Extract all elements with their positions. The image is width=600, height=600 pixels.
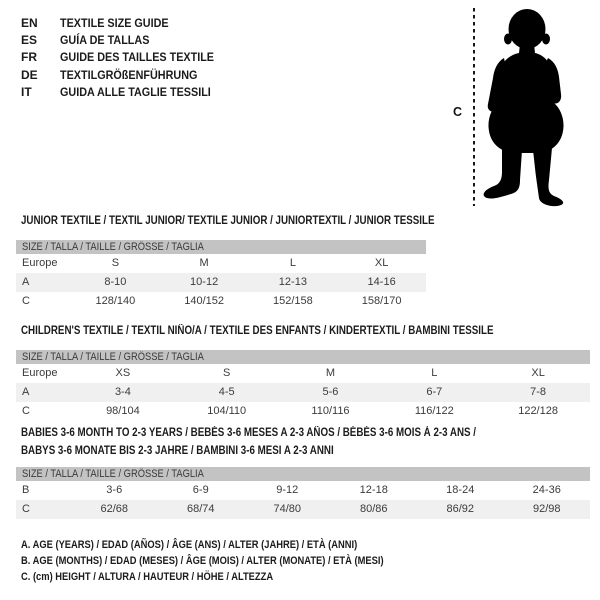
months-cell: 9-12: [276, 484, 299, 496]
height-dashed-line: [473, 8, 475, 206]
size-cell: XL: [374, 257, 389, 269]
language-row-es: [21, 31, 231, 48]
height-cell: 98/104: [106, 405, 140, 417]
height-cell: 122/128: [518, 405, 558, 417]
language-code-en: EN: [21, 15, 38, 30]
babies-size-table: [16, 467, 590, 519]
age-cell: 12-13: [278, 276, 307, 288]
row-label: C: [22, 295, 30, 307]
row-label: A: [22, 386, 30, 398]
age-cell: 4-5: [218, 386, 235, 398]
children-table-title: CHILDREN'S TEXTILE / TEXTIL NIÑO/A / TEXTILE DES ENFANTS / KINDERTEXTIL / BAMBINI TESSILE: [21, 325, 494, 337]
age-cell: 10-12: [190, 276, 219, 288]
language-code-it: IT: [21, 85, 32, 100]
guide-title-de: TEXTILGRÖßENFÜHRUNG: [60, 67, 198, 82]
guide-title-fr: GUIDE DES TAILLES TEXTILE: [60, 50, 215, 65]
guide-title-es: GUÍA DE TALLAS: [60, 33, 150, 48]
language-row-en: [21, 14, 231, 31]
table-row-europe: [16, 254, 426, 273]
size-cell: M: [199, 257, 209, 269]
age-cell: 3-4: [114, 386, 131, 398]
junior-size-table: [16, 240, 426, 311]
guide-title-en: TEXTILE SIZE GUIDE: [60, 15, 169, 30]
footnote-c: C. (cm) HEIGHT / ALTURA / HAUTEUR / HÖHE / ALTEZZA: [21, 571, 274, 584]
table-row-age: [16, 383, 590, 402]
table-row-months: [16, 481, 590, 500]
row-label: A: [22, 276, 30, 288]
height-cell: 128/140: [95, 295, 136, 307]
height-cell: 62/68: [100, 503, 129, 515]
size-cell: S: [111, 257, 120, 269]
age-cell: 7-8: [530, 386, 547, 398]
months-cell: 3-6: [106, 484, 123, 496]
footnote-b: B. AGE (MONTHS) / EDAD (MESES) / ÂGE (MOIS) / ALTER (MONATE) / ETÀ (MESI): [21, 555, 384, 568]
table-row-height: [16, 402, 590, 421]
age-cell: 5-6: [322, 386, 339, 398]
height-cell: 104/110: [207, 405, 247, 417]
height-cell: 86/92: [446, 503, 475, 515]
language-code-es: ES: [21, 33, 38, 48]
months-cell: 12-18: [359, 484, 388, 496]
language-row-it: [21, 84, 231, 101]
height-cell: 110/116: [311, 405, 350, 417]
height-measure-label: C: [453, 105, 463, 119]
language-code-fr: FR: [21, 50, 37, 65]
table-row-europe: [16, 364, 590, 383]
age-cell: 8-10: [104, 276, 127, 288]
row-label: C: [22, 405, 30, 417]
size-cell: L: [431, 367, 438, 379]
babies-title-line2: BABYS 3-6 MONATE BIS 2-3 JAHRE / BAMBINI 3-6 MESI A 2-3 ANNI: [21, 445, 334, 457]
footnotes-block: [21, 537, 448, 586]
age-cell: 14-16: [367, 276, 396, 288]
babies-size-header-bar: [16, 467, 590, 481]
size-cell: XL: [531, 367, 545, 379]
height-cell: 152/158: [272, 295, 313, 307]
height-cell: 74/80: [273, 503, 302, 515]
height-cell: 80/86: [359, 503, 388, 515]
size-cell: XS: [115, 367, 131, 379]
guide-title-it: GUIDA ALLE TAGLIE TESSILI: [60, 85, 211, 100]
babies-title-line1: BABIES 3-6 MONTH TO 2-3 YEARS / BEBÉS 3-6 MESES A 2-3 AÑOS / BÉBÉS 3-6 MOIS À 2-3 ANS /: [21, 427, 477, 439]
height-cell: 158/170: [361, 295, 402, 307]
months-cell: 18-24: [446, 484, 475, 496]
table-row-height: [16, 500, 590, 519]
row-label: C: [22, 503, 30, 515]
baby-silhouette-icon: [478, 8, 574, 208]
size-header-label: SIZE / TALLA / TAILLE / GRÖSSE / TAGLIA: [22, 241, 204, 253]
language-row-fr: [21, 49, 231, 66]
row-label: B: [22, 484, 30, 496]
months-cell: 24-36: [532, 484, 561, 496]
months-cell: 6-9: [192, 484, 209, 496]
height-cell: 140/152: [184, 295, 224, 307]
language-row-de: [21, 66, 231, 83]
size-cell: M: [325, 367, 336, 379]
size-header-label: SIZE / TALLA / TAILLE / GRÖSSE / TAGLIA: [22, 468, 204, 480]
row-label: Europe: [22, 367, 58, 379]
language-title-block: [21, 14, 231, 101]
size-cell: S: [223, 367, 231, 379]
height-cell: 68/74: [186, 503, 215, 515]
babies-table-title: [21, 424, 476, 460]
language-code-de: DE: [21, 67, 38, 82]
footnote-a: A. AGE (YEARS) / EDAD (AÑOS) / ÂGE (ANS) / ALTER (JAHRE) / ETÀ (ANNI): [21, 539, 358, 551]
table-row-height: [16, 292, 426, 311]
children-size-table: [16, 350, 590, 421]
size-cell: L: [289, 257, 296, 269]
height-cell: 116/122: [414, 405, 454, 417]
table-row-age: [16, 273, 426, 292]
junior-size-header-bar: [16, 240, 426, 254]
age-cell: 6-7: [426, 386, 443, 398]
row-label: Europe: [22, 257, 58, 269]
height-cell: 92/98: [532, 503, 561, 515]
children-size-header-bar: [16, 350, 590, 364]
junior-table-title: JUNIOR TEXTILE / TEXTIL JUNIOR/ TEXTILE JUNIOR / JUNIORTEXTIL / JUNIOR TESSILE: [21, 215, 435, 227]
size-header-label: SIZE / TALLA / TAILLE / GRÖSSE / TAGLIA: [22, 351, 204, 363]
